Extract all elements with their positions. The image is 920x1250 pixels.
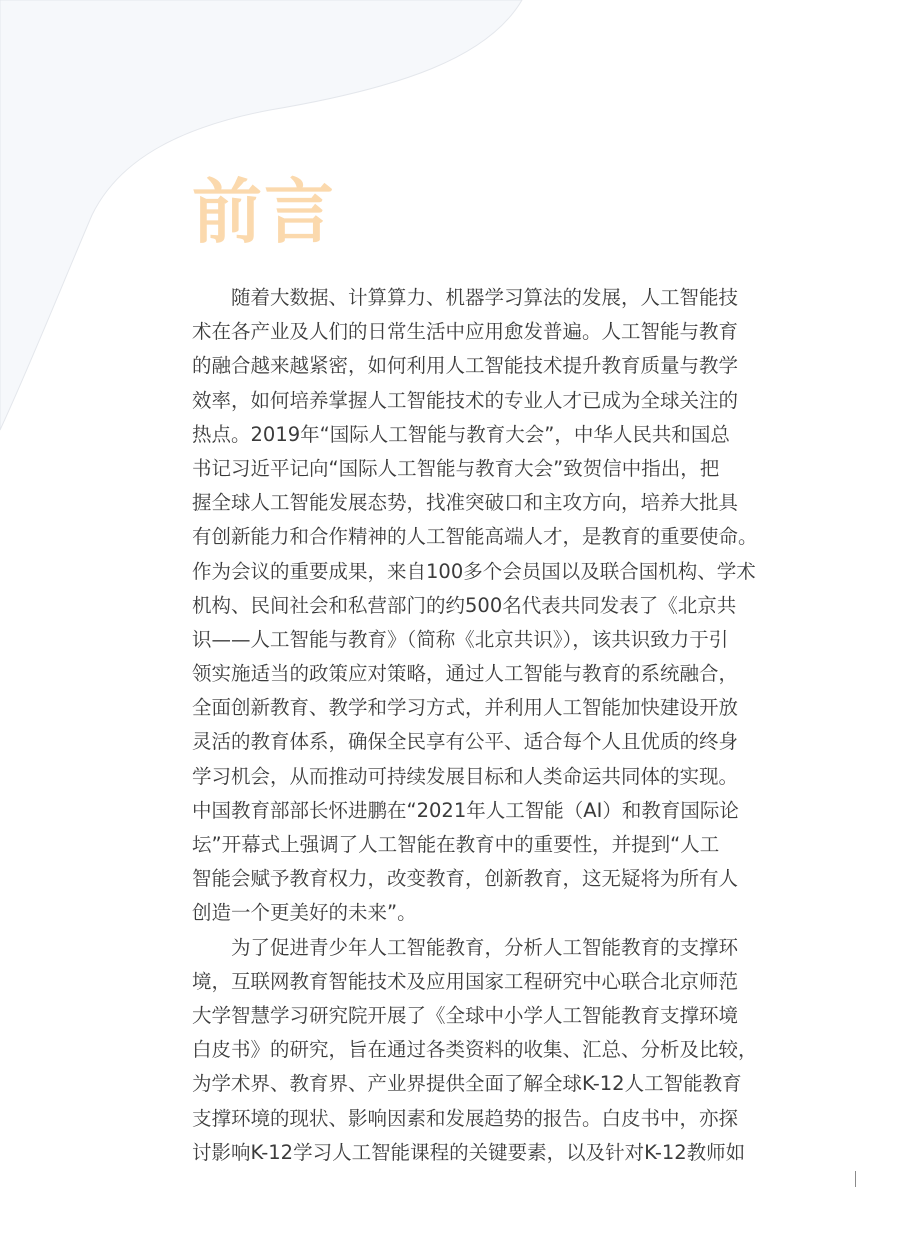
- text-line: 大学智慧学习研究院开展了《全球中小学人工智能教育支撑环境: [192, 1003, 739, 1027]
- text-line: 握全球人工智能发展态势，找准突破口和主攻方向，培养大批具: [192, 491, 739, 515]
- text-line: 智能会赋予教育权力，改变教育，创新教育，这无疑将为所有人: [192, 867, 739, 891]
- text-line: 随着大数据、计算算力、机器学习算法的发展，人工智能技: [231, 286, 739, 309]
- text-line: 支撑环境的现状、影响因素和发展趋势的报告。白皮书中，亦探: [192, 1106, 739, 1130]
- text-line: 坛”开幕式上强调了人工智能在教育中的重要性，并提到“人工: [192, 833, 720, 856]
- text-line: 的融合越来越紧密，如何利用人工智能技术提升教育质量与教学: [192, 354, 739, 378]
- text-line: 为学术界、教育界、产业界提供全面了解全球K-12人工智能教育: [192, 1072, 742, 1096]
- page-title: 前言: [192, 171, 336, 253]
- text-line: 学习机会，从而推动可持续发展目标和人类命运共同体的实现。: [192, 764, 739, 788]
- text-line: 效率，如何培养掌握人工智能技术的专业人才已成为全球关注的: [192, 388, 739, 412]
- text-line: 领实施适当的政策应对策略，通过人工智能与教育的系统融合，: [192, 662, 739, 686]
- paragraph: [192, 931, 758, 1170]
- paragraph: [192, 281, 758, 931]
- text-line: 中国教育部部长怀进鹏在“2021年人工智能（AI）和教育国际论: [192, 798, 739, 822]
- body-text: [192, 281, 758, 1170]
- text-line: 机构、民间社会和私营部门的约500名代表共同发表了《北京共: [192, 593, 737, 617]
- text-line: 全面创新教育、教学和学习方式，并利用人工智能加快建设开放: [192, 696, 739, 720]
- text-line: 作为会议的重要成果，来自100多个会员国以及联合国机构、学术: [192, 559, 756, 583]
- text-line: 灵活的教育体系，确保全民享有公平、适合每个人且优质的终身: [192, 730, 739, 754]
- text-line: 识——人工智能与教育》（简称《北京共识》），该共识致力于引: [192, 627, 729, 651]
- text-line: 创造一个更美好的未来”。: [192, 901, 417, 925]
- text-line: 境，互联网教育智能技术及应用国家工程研究中心联合北京师范: [192, 969, 739, 993]
- text-line: 讨影响K-12学习人工智能课程的关键要素，以及针对K-12教师如: [192, 1140, 746, 1164]
- text-line: 术在各产业及人们的日常生活中应用愈发普遍。人工智能与教育: [192, 320, 739, 344]
- page-marker-divider: [855, 1171, 856, 1187]
- text-line: 热点。2019年“国际人工智能与教育大会”，中华人民共和国总: [192, 422, 730, 446]
- text-line: 白皮书》的研究，旨在通过各类资料的收集、汇总、分析及比较，: [192, 1038, 758, 1062]
- text-line: 为了促进青少年人工智能教育，分析人工智能教育的支撑环: [231, 935, 739, 959]
- text-line: 书记习近平记向“国际人工智能与教育大会”致贺信中指出，把: [192, 456, 720, 480]
- text-line: 有创新能力和合作精神的人工智能高端人才，是教育的重要使命。: [192, 525, 758, 549]
